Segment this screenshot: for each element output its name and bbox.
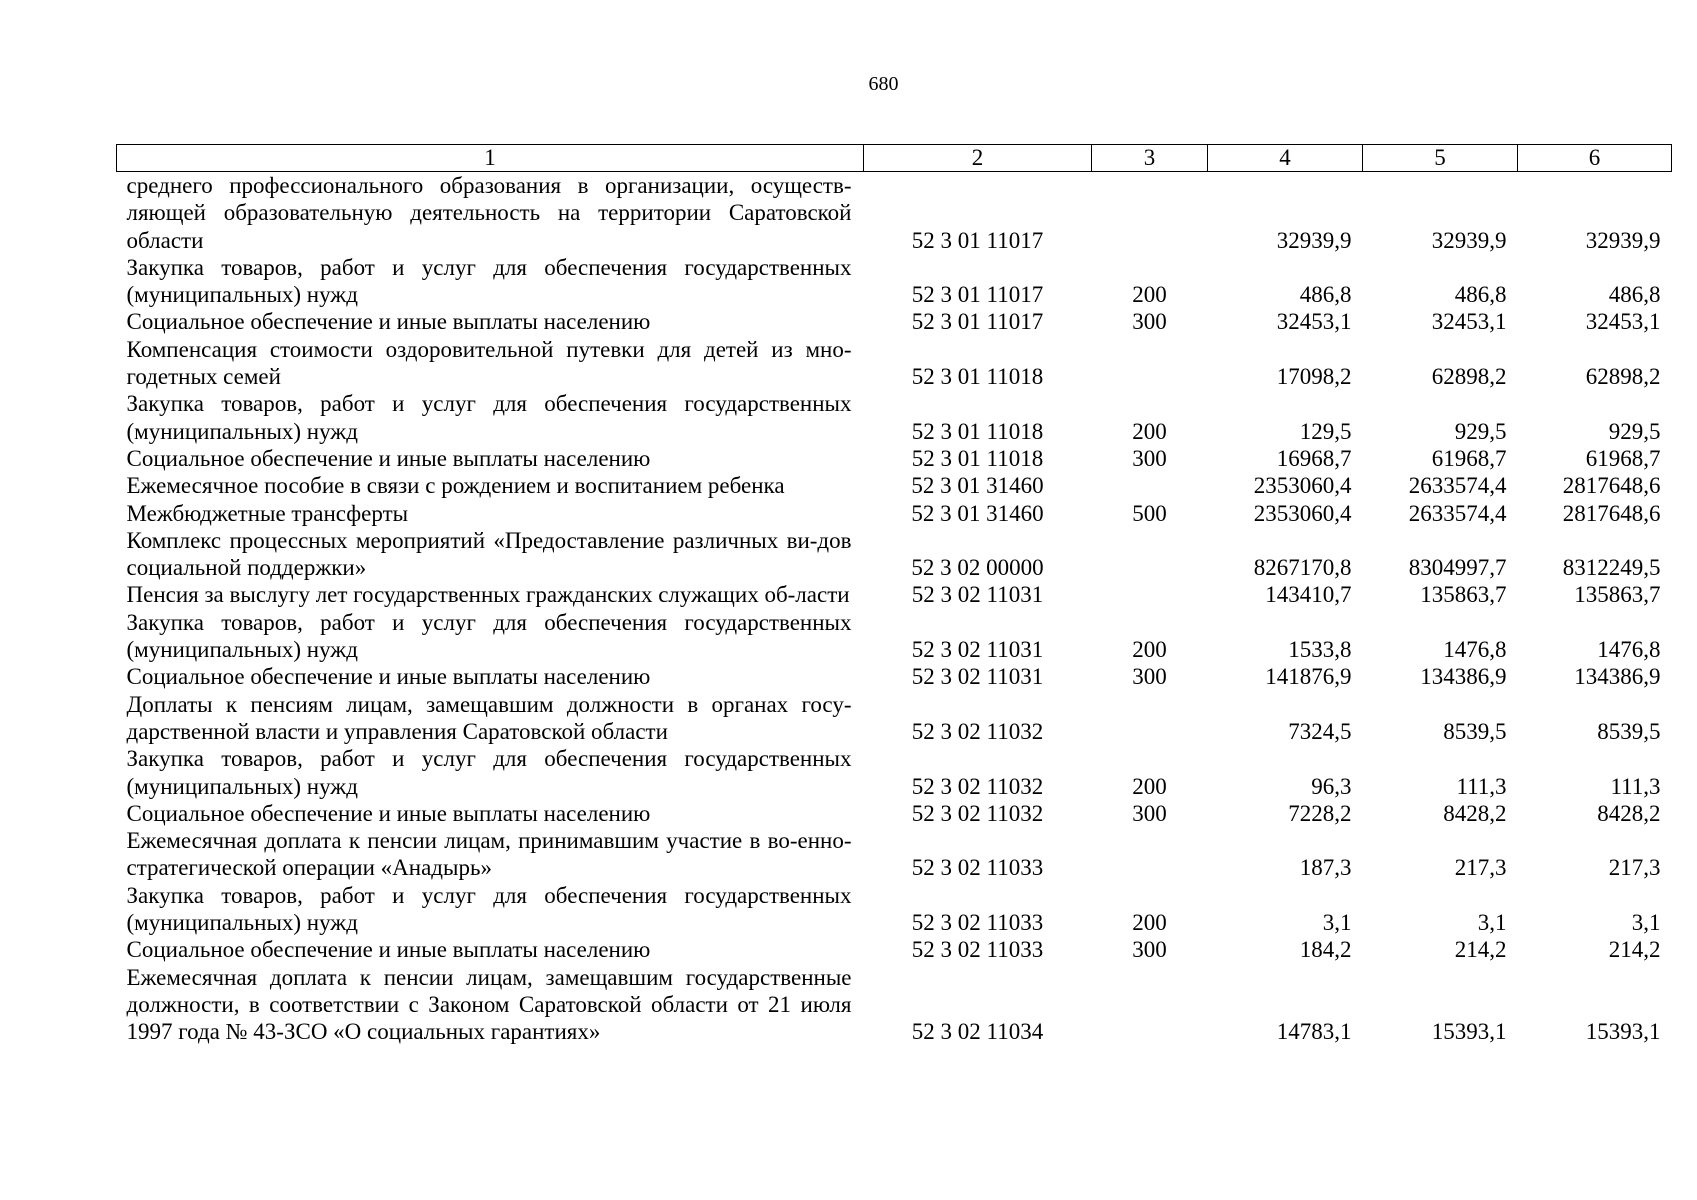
row-expense-type — [1092, 964, 1208, 1046]
table-row — [117, 800, 1672, 827]
table-row — [117, 527, 1672, 582]
row-code: 52 3 01 11017 — [911, 282, 1044, 308]
row-value-6: 61968,7 — [1585, 445, 1661, 471]
row-name: Закупка товаров, работ и услуг для обеспечения государственных (муниципальных) нужд — [126, 254, 852, 308]
row-name: Социальное обеспечение и иные выплаты населению — [126, 309, 651, 335]
row-value-6: 135863,7 — [1574, 582, 1661, 608]
row-expense-type: 200 — [1132, 773, 1167, 799]
row-value-6: 8312249,5 — [1562, 555, 1661, 581]
row-expense-type — [1092, 172, 1208, 254]
row-value-4: 1533,8 — [1288, 637, 1352, 663]
row-code: 52 3 02 11031 — [911, 664, 1044, 690]
row-name: среднего профессионального образования в организации, осуществ-ляющей образовательную деятельность на территории Саратовской области — [126, 173, 852, 253]
row-value-6: 8539,5 — [1597, 718, 1661, 744]
row-name: Ежемесячное пособие в связи с рождением и воспитанием ребенка — [126, 473, 785, 499]
row-value-4: 16968,7 — [1276, 445, 1352, 471]
row-expense-type: 500 — [1132, 500, 1167, 526]
row-code: 52 3 01 11017 — [911, 309, 1044, 335]
row-value-6: 486,8 — [1608, 282, 1661, 308]
row-value-4: 7324,5 — [1288, 718, 1352, 744]
row-code: 52 3 01 11017 — [911, 227, 1044, 253]
page-number: 680 — [868, 73, 899, 95]
column-header-5: 5 — [1363, 145, 1518, 172]
column-header-1: 1 — [117, 145, 864, 172]
row-expense-type: 300 — [1132, 309, 1167, 335]
row-value-4: 486,8 — [1299, 282, 1352, 308]
row-value-5: 32939,9 — [1431, 227, 1507, 253]
row-value-5: 61968,7 — [1431, 445, 1507, 471]
row-expense-type: 200 — [1132, 910, 1167, 936]
row-name: Закупка товаров, работ и услуг для обеспечения государственных (муниципальных) нужд — [126, 391, 852, 444]
row-value-4: 3,1 — [1322, 910, 1352, 936]
row-name: Социальное обеспечение и иные выплаты населению — [126, 800, 651, 826]
table-row — [117, 254, 1672, 309]
row-code: 52 3 02 11031 — [911, 637, 1044, 663]
row-value-4: 8267170,8 — [1253, 555, 1352, 581]
row-value-4: 2353060,4 — [1253, 500, 1352, 526]
table-body — [117, 172, 1672, 1046]
table-header-row — [117, 145, 1672, 172]
row-value-4: 17098,2 — [1276, 364, 1352, 390]
row-value-5: 929,5 — [1454, 418, 1507, 444]
table-row — [117, 500, 1672, 527]
row-name: Закупка товаров, работ и услуг для обеспечения государственных (муниципальных) нужд — [126, 746, 852, 799]
row-value-6: 15393,1 — [1585, 1019, 1661, 1045]
row-expense-type: 300 — [1132, 445, 1167, 471]
row-code: 52 3 02 11032 — [911, 800, 1044, 826]
row-value-6: 2817648,6 — [1562, 500, 1661, 526]
row-name: Закупка товаров, работ и услуг для обеспечения государственных (муниципальных) нужд — [126, 609, 852, 663]
row-value-6: 217,3 — [1608, 855, 1661, 881]
row-name: Ежемесячная доплата к пенсии лицам, замещавшим государственные должности, в соответствии с Законом Саратовской области от 21 июля 1997 года № 43-ЗСО «О социальных гарантиях» — [126, 964, 852, 1045]
row-expense-type — [1092, 527, 1208, 582]
table-row — [117, 691, 1672, 746]
row-code: 52 3 01 11018 — [911, 364, 1044, 390]
row-value-4: 187,3 — [1299, 855, 1352, 881]
row-name: Компенсация стоимости оздоровительной путевки для детей из мно-годетных семей — [126, 336, 852, 390]
row-name: Социальное обеспечение и иные выплаты населению — [126, 937, 651, 963]
row-value-4: 129,5 — [1299, 418, 1352, 444]
column-header-4: 4 — [1208, 145, 1363, 172]
table-row — [117, 472, 1672, 499]
row-expense-type — [1092, 827, 1208, 882]
row-value-6: 134386,9 — [1574, 664, 1661, 690]
row-value-5: 3,1 — [1477, 910, 1507, 936]
column-header-6: 6 — [1518, 145, 1672, 172]
row-value-4: 7228,2 — [1288, 800, 1352, 826]
table-row — [117, 827, 1672, 882]
row-value-5: 134386,9 — [1420, 664, 1507, 690]
row-name: Пенсия за выслугу лет государственных гражданских служащих об-ласти — [126, 582, 850, 608]
row-value-6: 1476,8 — [1597, 637, 1661, 663]
row-value-4: 141876,9 — [1265, 664, 1352, 690]
budget-table — [116, 144, 1672, 1046]
row-code: 52 3 02 11034 — [911, 1019, 1044, 1045]
row-name: Социальное обеспечение и иные выплаты населению — [126, 664, 651, 690]
row-expense-type — [1092, 581, 1208, 608]
table-row — [117, 581, 1672, 608]
table-row — [117, 882, 1672, 937]
row-expense-type — [1092, 336, 1208, 391]
row-value-6: 62898,2 — [1585, 364, 1661, 390]
row-value-5: 2633574,4 — [1408, 473, 1507, 499]
row-value-6: 8428,2 — [1597, 800, 1661, 826]
row-value-5: 1476,8 — [1443, 637, 1507, 663]
row-value-6: 3,1 — [1631, 910, 1661, 936]
row-expense-type: 300 — [1132, 800, 1167, 826]
row-value-4: 32939,9 — [1276, 227, 1352, 253]
row-code: 52 3 02 11033 — [911, 855, 1044, 881]
row-value-4: 143410,7 — [1265, 582, 1352, 608]
row-value-6: 929,5 — [1608, 418, 1661, 444]
table-row — [117, 445, 1672, 472]
row-value-6: 2817648,6 — [1562, 473, 1661, 499]
row-value-5: 486,8 — [1454, 282, 1507, 308]
row-value-5: 8428,2 — [1443, 800, 1507, 826]
row-value-5: 15393,1 — [1431, 1019, 1507, 1045]
row-value-5: 62898,2 — [1431, 364, 1507, 390]
row-value-6: 214,2 — [1608, 937, 1661, 963]
row-value-4: 14783,1 — [1276, 1019, 1352, 1045]
row-expense-type: 200 — [1132, 637, 1167, 663]
row-value-5: 8304997,7 — [1408, 555, 1507, 581]
row-name: Социальное обеспечение и иные выплаты населению — [126, 445, 651, 471]
row-name: Комплекс процессных мероприятий «Предоставление различных ви-дов социальной поддержки» — [126, 527, 852, 581]
table-row — [117, 336, 1672, 391]
row-value-5: 217,3 — [1454, 855, 1507, 881]
row-code: 52 3 02 11033 — [911, 937, 1044, 963]
row-name: Доплаты к пенсиям лицам, замещавшим должности в органах госу-дарственной власти и управления Саратовской области — [126, 691, 852, 744]
column-header-2: 2 — [864, 145, 1092, 172]
table-row — [117, 308, 1672, 335]
row-value-4: 96,3 — [1311, 773, 1352, 799]
row-code: 52 3 01 31460 — [911, 473, 1044, 499]
table-row — [117, 745, 1672, 800]
row-value-5: 2633574,4 — [1408, 500, 1507, 526]
row-expense-type: 200 — [1132, 282, 1167, 308]
column-header-3: 3 — [1092, 145, 1208, 172]
row-name: Закупка товаров, работ и услуг для обеспечения государственных (муниципальных) нужд — [126, 882, 852, 936]
row-value-5: 32453,1 — [1431, 309, 1507, 335]
row-value-4: 184,2 — [1299, 937, 1352, 963]
row-code: 52 3 02 11033 — [911, 910, 1044, 936]
table-row — [117, 390, 1672, 445]
table-row — [117, 663, 1672, 690]
row-expense-type: 300 — [1132, 937, 1167, 963]
row-value-6: 32453,1 — [1585, 309, 1661, 335]
row-value-5: 135863,7 — [1420, 582, 1507, 608]
row-value-5: 8539,5 — [1443, 718, 1507, 744]
row-code: 52 3 02 11032 — [911, 718, 1044, 744]
table-row — [117, 936, 1672, 963]
row-expense-type: 300 — [1132, 664, 1167, 690]
row-expense-type: 200 — [1132, 418, 1167, 444]
table-row — [117, 964, 1672, 1046]
row-code: 52 3 02 11031 — [911, 582, 1044, 608]
row-expense-type — [1092, 691, 1208, 746]
row-name: Ежемесячная доплата к пенсии лицам, принимавшим участие в во-енно-стратегической операции «Анадырь» — [126, 828, 852, 881]
row-code: 52 3 02 00000 — [911, 555, 1044, 581]
row-value-6: 32939,9 — [1585, 227, 1661, 253]
row-code: 52 3 01 11018 — [911, 445, 1044, 471]
row-value-4: 2353060,4 — [1253, 473, 1352, 499]
row-value-5: 214,2 — [1454, 937, 1507, 963]
row-code: 52 3 01 11018 — [911, 418, 1044, 444]
table-row — [117, 609, 1672, 664]
row-value-5: 111,3 — [1456, 773, 1507, 799]
table-row — [117, 172, 1672, 254]
row-name: Межбюджетные трансферты — [126, 500, 409, 526]
row-expense-type — [1092, 472, 1208, 499]
row-code: 52 3 01 31460 — [911, 500, 1044, 526]
row-value-4: 32453,1 — [1276, 309, 1352, 335]
row-code: 52 3 02 11032 — [911, 773, 1044, 799]
row-value-6: 111,3 — [1610, 773, 1661, 799]
